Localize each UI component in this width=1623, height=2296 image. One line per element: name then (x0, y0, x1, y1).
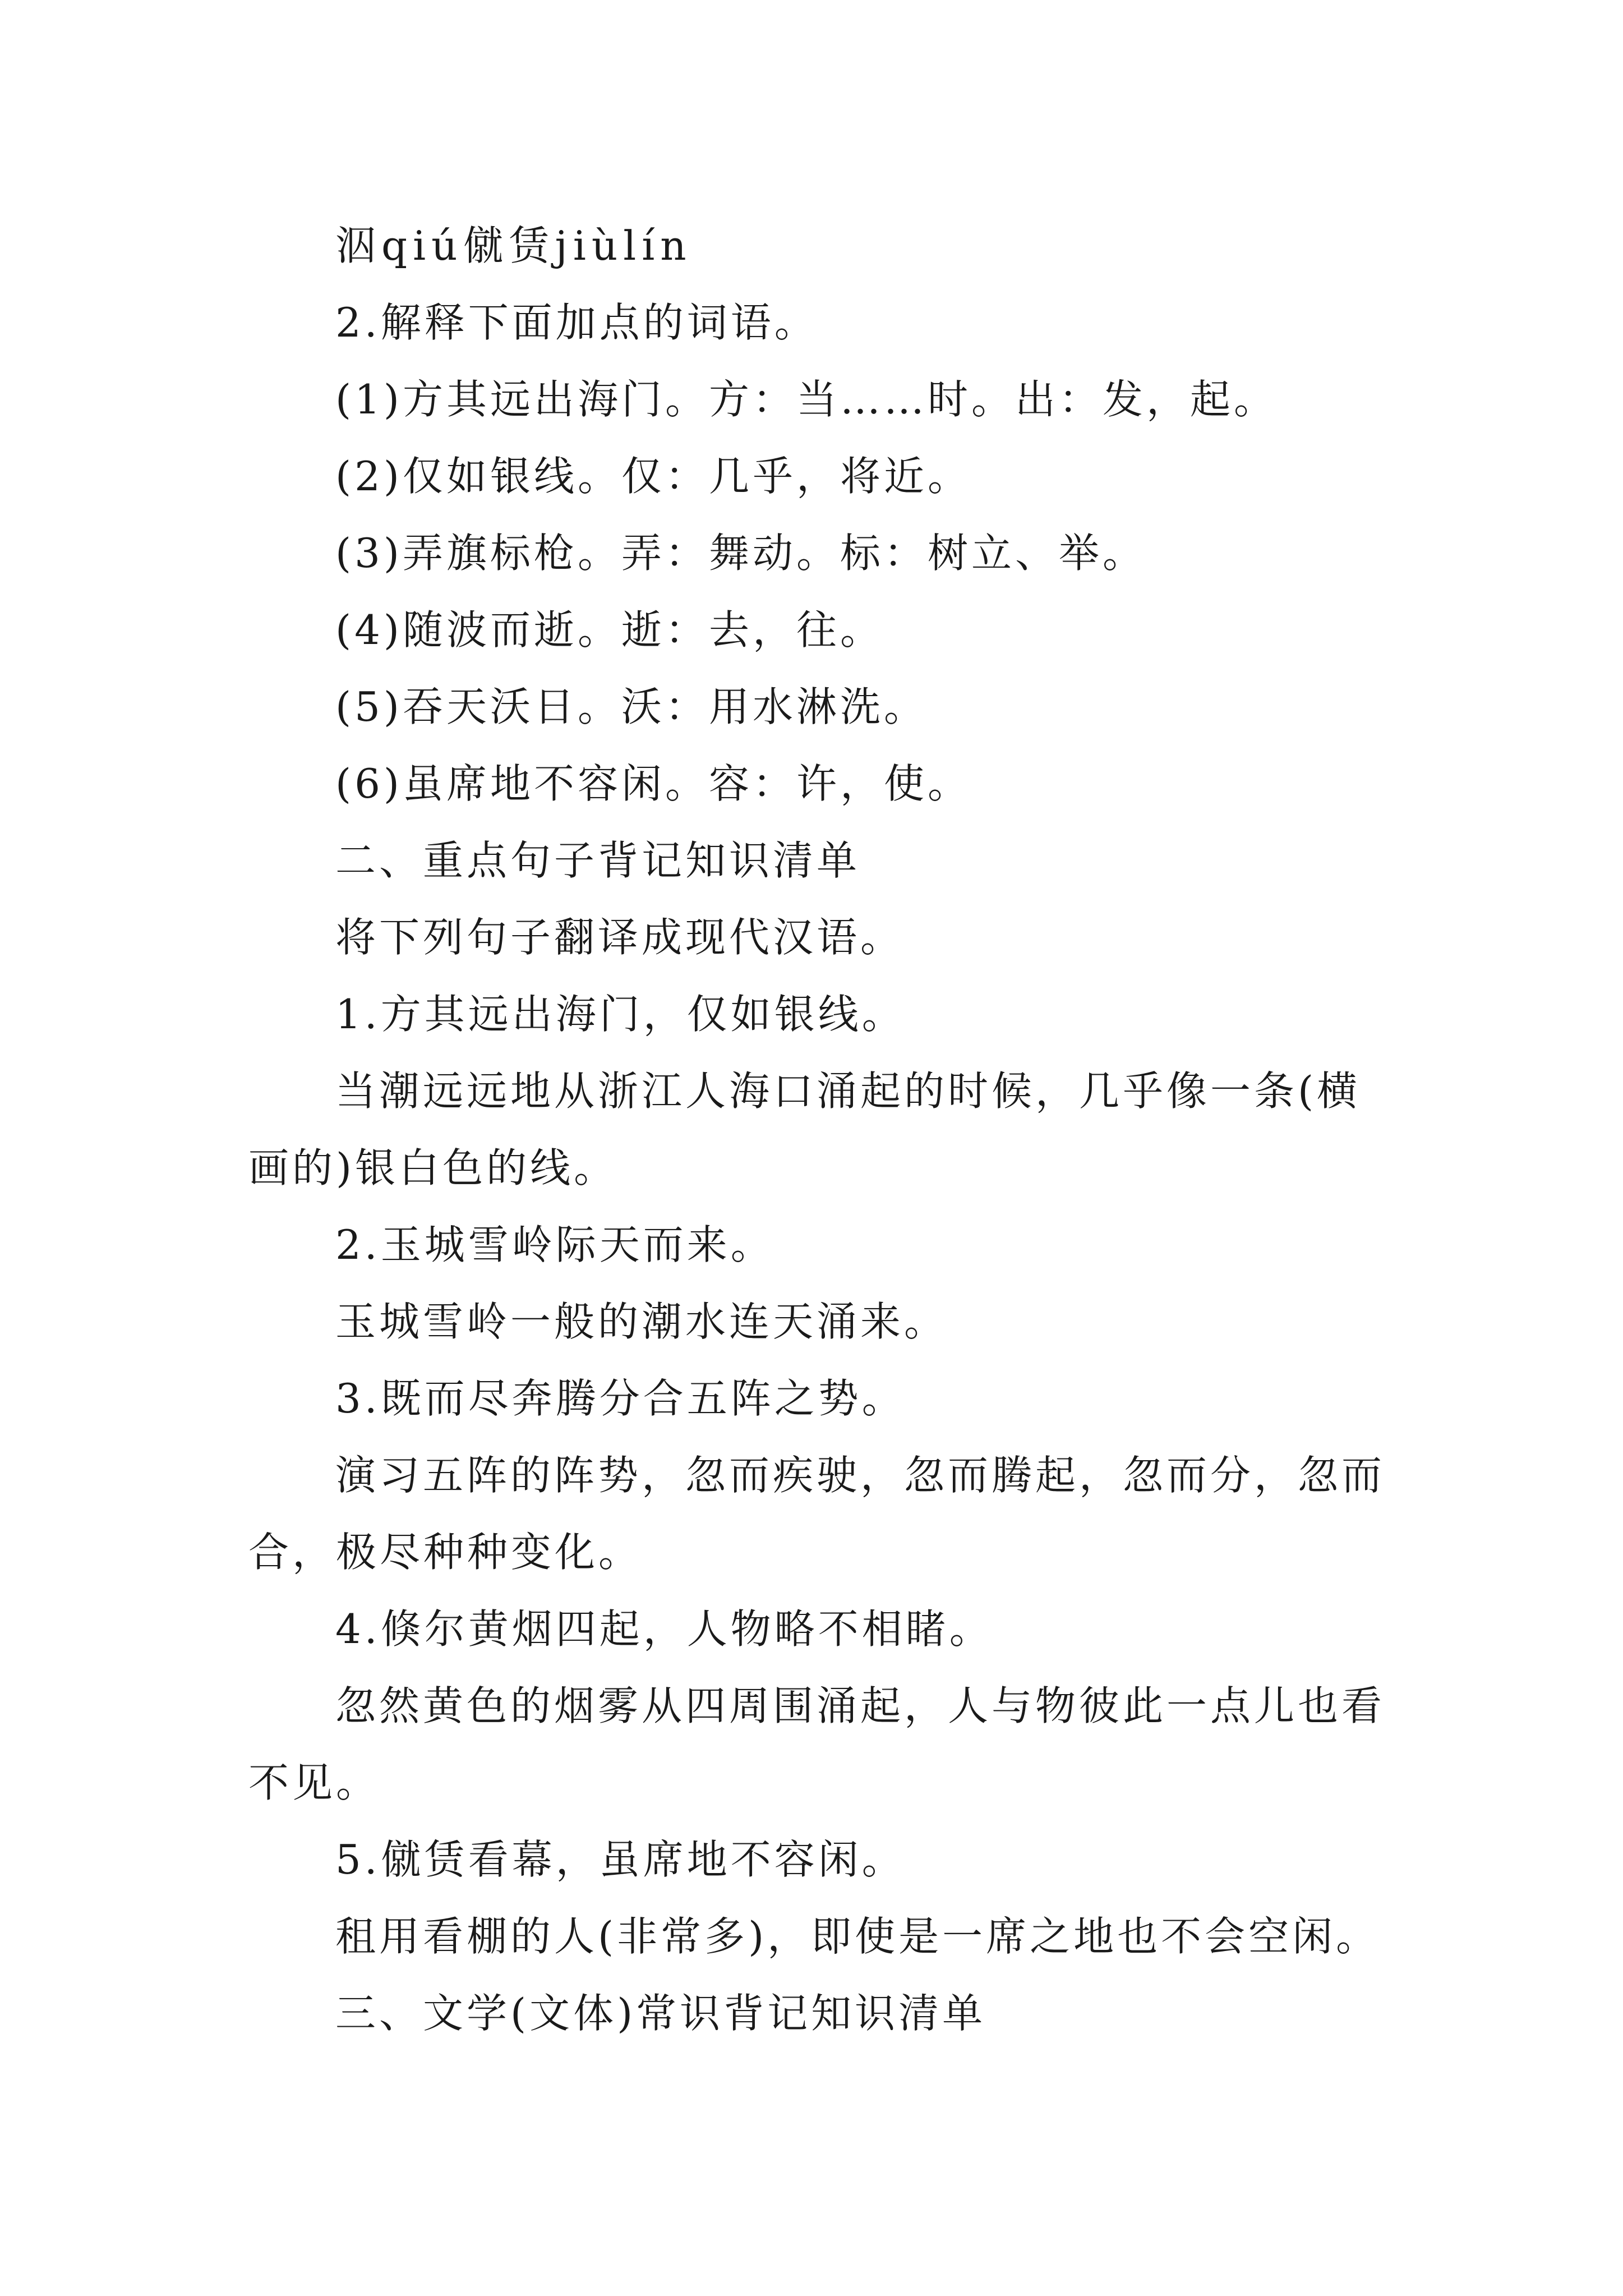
translation-4: 忽然黄色的烟雾从四周围涌起，人与物彼此一点儿也看不见。 (248, 1682, 1386, 1806)
word-explanation-2: (2)仅如银线。仅：几乎，将近。 (335, 453, 971, 500)
word-explanation-6: (6)虽席地不容闲。容：许，使。 (335, 760, 971, 807)
word-explanation-3: (3)弄旗标枪。弄：舞动。标：树立、举。 (335, 530, 1146, 577)
document-body (248, 208, 1393, 2052)
section-heading-2: 二、重点句子背记知识清单 (335, 837, 861, 884)
sentence-1: 1.方其远出海门，仅如银线。 (335, 991, 906, 1038)
translation-3: 演习五阵的阵势，忽而疾驶，忽而腾起，忽而分，忽而合，极尽种种变化。 (248, 1452, 1386, 1576)
word-explanation-5: (5)吞天沃日。沃：用水淋洗。 (335, 683, 928, 730)
translation-2: 玉城雪岭一般的潮水连天涌来。 (335, 1298, 948, 1345)
translation-5: 租用看棚的人(非常多)，即使是一席之地也不会空闲。 (335, 1913, 1380, 1960)
word-explanation-4: (4)随波而逝。逝：去，往。 (335, 606, 884, 654)
sentence-5: 5.僦赁看幕，虽席地不容闲。 (335, 1836, 906, 1883)
question-heading: 2.解释下面加点的词语。 (335, 299, 818, 346)
sentence-2: 2.玉城雪岭际天而来。 (335, 1221, 774, 1268)
word-explanation-1: (1)方其远出海门。方：当……时。出：发，起。 (335, 376, 1278, 423)
pinyin-line: 泅qiú僦赁jiùlín (335, 222, 692, 269)
translation-1: 当潮远远地从浙江人海口涌起的时候，几乎像一条(横画的)银白色的线。 (248, 1068, 1361, 1191)
sentence-3: 3.既而尽奔腾分合五阵之势。 (335, 1375, 906, 1422)
translation-instruction: 将下列句子翻译成现代汉语。 (335, 914, 905, 961)
sentence-4: 4.倏尔黄烟四起，人物略不相睹。 (335, 1605, 993, 1653)
section-heading-3: 三、文学(文体)常识背记知识清单 (335, 1990, 986, 2037)
